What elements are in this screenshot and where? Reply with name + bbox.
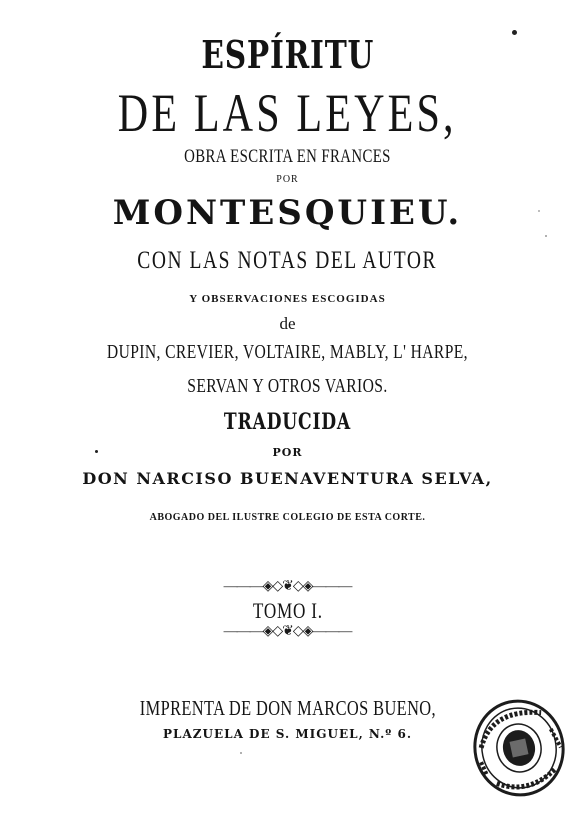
title-line-1-text: ESPÍRITU [201, 32, 374, 77]
volume-label [0, 600, 575, 622]
commentators-line-1-text: DUPIN, CREVIER, VOLTAIRE, MABLY, L' HARPE, [106, 341, 469, 363]
translator-name: DON NARCISO BUENAVENTURA SELVA, [82, 469, 493, 488]
title-line-1 [0, 32, 575, 77]
title-line-2 [0, 83, 575, 143]
de-label: de [279, 314, 296, 333]
printer-address: PLAZUELA DE S. MIGUEL, N.º 6. [162, 727, 413, 741]
por-label-2: POR [272, 446, 303, 459]
ink-speck [95, 450, 98, 453]
author-name: MONTESQUIEU. [112, 193, 463, 233]
subtitle-text: OBRA ESCRITA EN FRANCES [184, 146, 391, 167]
ink-speck [538, 210, 540, 212]
printer-text: IMPRENTA DE DON MARCOS BUENO, [139, 696, 436, 720]
ornament-rule-bottom: ———◈◇❦◇◈——— [223, 624, 352, 639]
traducida-label [0, 411, 575, 433]
por-label-1: POR [276, 174, 299, 185]
ink-speck [545, 235, 547, 237]
commentators-line-2-text: SERVAN Y OTROS VARIOS. [187, 375, 388, 397]
title-line-2-text: DE LAS LEYES, [118, 83, 457, 143]
library-stamp-icon [470, 696, 568, 800]
commentators-line-1 [0, 342, 575, 362]
traducida-text: TRADUCIDA [223, 409, 352, 435]
commentators-line-2 [0, 376, 575, 396]
subtitle [0, 147, 575, 166]
ink-speck [240, 752, 242, 754]
ink-speck [512, 30, 517, 35]
volume-text: TOMO I. [252, 598, 323, 623]
notes-line [0, 248, 575, 273]
ornament-rule-top: ———◈◇❦◇◈——— [223, 579, 352, 594]
notes-line-text: CON LAS NOTAS DEL AUTOR [137, 247, 438, 274]
observations-line: Y OBSERVACIONES ESCOGIDAS [189, 293, 386, 305]
translator-title: ABOGADO DEL ILUSTRE COLEGIO DE ESTA CORTE. [149, 512, 426, 523]
